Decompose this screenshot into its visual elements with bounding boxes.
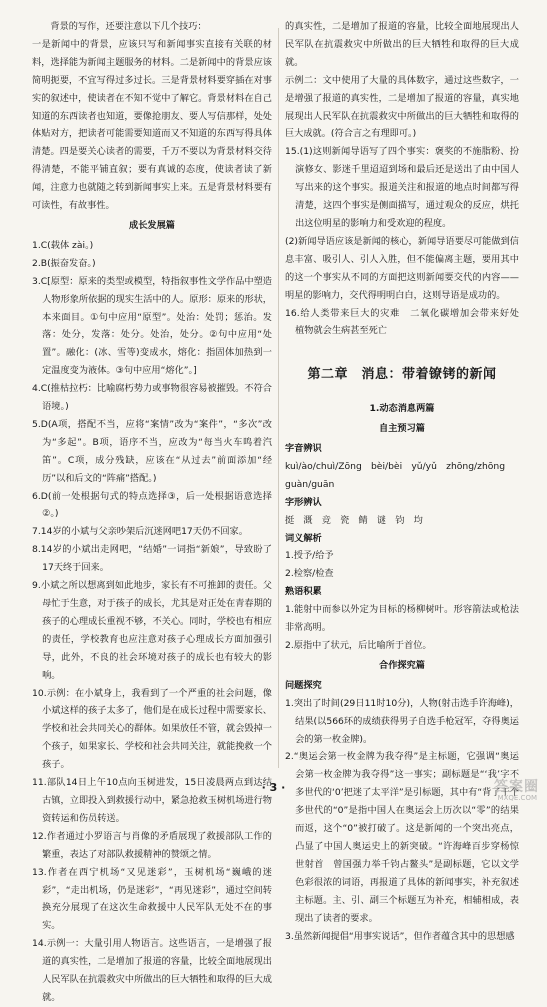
answer-paragraph: 9.小斌之所以想离到如此地步，家长有不可推卸的责任。父母忙于生意，对于孩子的成长，尤其是对正处在青春期的孩子的心理成长重视不够，不关心。同时，学校也有相应的责任，学校教育也应注意对孩子心理成长方面加强引导，此外，不良的社会环境对孩子的成长也有较大的影响。 (32, 580, 272, 681)
section-title: 成长发展篇 (129, 219, 175, 231)
answer-paragraph: 挺 溉 竞 瓷 鲭 谜 钧 均 (285, 514, 423, 526)
answer-paragraph: 2.检察/检查 (285, 568, 334, 580)
answer-paragraph: 的真实性，二是增加了报道的容量，比较全面地展现出人民军队在抗震救灾中所做出的巨大牺牲和取得的巨大成就。 (285, 21, 519, 68)
answer-paragraph: 15.(1)这则新闻导语写了四个事实：褒奖的不施脂粉、扮演修女、影迷千里迢迢到场和最后还是送出了由中国人写出来的这个事实。报道关注和报道的地点时间都写得清楚，这四个事实是侧面描写，通过观众的反应，烘托出这位明星的影响力和受欢迎的程度。 (285, 146, 519, 229)
subsection-heading: 字音辨识 (285, 443, 322, 455)
answer-paragraph: 14.示例一：大量引用人物语言。这些语言，一是增强了报道的真实性，二是增加了报道的容量，比较全面地展现出人民军队在抗震救灾中所做出的巨大牺牲和取得的巨大成就。 (32, 938, 272, 1003)
section-title: 1.动态消息两篇 (369, 403, 435, 415)
answer-paragraph: guàn/guān (285, 478, 335, 490)
chapter-heading: 第二章 消息：带着镣铐的新闻 (307, 367, 497, 383)
watermark-url: MXQE.COM (497, 794, 537, 802)
left-column (32, 18, 272, 1007)
answer-paragraph: 16.给人类带来巨大的灾难 二氧化碳增加会带来好处 植物就会生病甚至死亡 (285, 307, 529, 337)
answer-paragraph: 13.作者在西宁机场“又见迷彩”，玉树机场“巍峨的迷彩”，“走出机场，仍是迷彩”，“再见迷彩”，通过空间转换充分展现了在这次生命救援中人民军队无处不在的事实。 (32, 866, 272, 932)
answer-paragraph: kuì/ào/chuì/Zōng bèi/bèi yǔ/yǔ zhōng/zhōng (285, 460, 506, 472)
right-column (285, 18, 529, 945)
column-divider (278, 28, 279, 768)
answer-paragraph: 背景的写作，还要注意以下几个技巧： (50, 21, 207, 32)
answer-paragraph: (2)新闻导语应该是新闻的核心，新闻导语要尽可能做到信息丰富、吸引人、引人入胜，但不能偏离主题，要用其中的这一个事实从不同的方面把这则新闻要交代的内容——明星的影响力，交代得明明白白，这则导语是成功的。 (285, 235, 519, 301)
subsection-heading: 字形辨认 (285, 496, 322, 508)
answer-paragraph: 11.部队14日上午10点向玉树进发，15日凌晨两点到达结古镇，立即投入到救援行动中，紧急抢救玉树机场进行物资转运和伤员转送。 (32, 777, 272, 824)
answer-paragraph: 10.示例：在小斌身上，我看到了一个严重的社会问题，像小斌这样的孩子太多了，他们是在成长过程中需要家长、学校和社会共同关心的群体。如果放任不管，就会毁掉一个孩子，如果家长、学校和社会共同关注，就能挽救一个孩子。 (32, 687, 272, 771)
answer-paragraph: 示例二：文中使用了大量的具体数字，通过这些数字，一是增强了报道的真实性，二是增加了报道的容量，真实地展现出人民军队在抗震救灾中所做出的巨大牺牲和取得的巨大成就。(符合言之有理即可。) (285, 74, 519, 140)
watermark-logo: 答案圈 (494, 779, 539, 795)
page-number: · 3 · (261, 781, 286, 794)
answer-paragraph: 4.C(推枯拉朽：比喻腐朽势力或事物很容易被摧毁。不符合语境。) (32, 383, 272, 413)
section-title: 合作探究篇 (379, 659, 425, 671)
answer-paragraph: 1.能射中而参以外定为目标的杨柳树叶。形容箭法或枪法非常高明。 (285, 604, 519, 634)
answer-paragraph: 2.“奥运会第一枚金牌为我夺得”是主标题，它强调“奥运会第一枚金牌为我夺得”这一事实；副标题是“‘我’字不多世代的‘0’把迷了太平洋”是引标题，其中有“背了干个多世代的“0”是指中国人在奥运会上历次以“零”的结果而返，这个“0”被打破了。这是新闻的一个突出亮点，凸显了中国人奥运史上的新突破。“许海峰百步穿杨惊世射首 曾国强力举千钧占鳌头”是副标题，它以文学色彩很浓的词语，再报道了具体的新闻事实，补充叙述主标题。主、引、副三个标题互为补充，相辅相成，表现出了读者的要求。 (285, 751, 519, 924)
answer-paragraph: 1.突出了时间(29日11时10分)，人物(射击选手许海峰)，结果(以566环的成绩获得男子自选手枪冠军，夺得奥运会的第一枚金牌)。 (285, 697, 519, 745)
answer-paragraph: 1.C(载体 zài。) (32, 239, 94, 251)
answer-paragraph: 8.14岁的小斌出走网吧，“结婚”一词指“新娘”，导致盼了17天终于回来。 (32, 544, 272, 574)
subsection-heading: 熟语积累 (285, 586, 322, 598)
answer-paragraph: 一是新闻中的背景，应该只写和新闻事实直接有关联的材料，选择能为新闻主题服务的材料。二是新闻中的背景应该简明扼要，不宜写得过多过长。三是背景材料要穿插在对事实的叙述中，使读者在不知不觉中了解它。背景材料在自己知道的东西读者也知道，要像抢朋友、要人写信那样，处处体贴对方，把读者可能需要知道而又不知道的东西写得具体清楚。四是要关心读者的需要，千万不要以为背景材料交待得清楚，不能平铺直叙；要有真诚的态度，使读者读了新闻，注意力也就随之转到新闻事实上来。五是背景材料要有可读性，有故事性。 (32, 38, 272, 212)
answer-paragraph: 7.14岁的小斌与父亲吵架后沉迷网吧17天仍不回家。 (32, 526, 248, 538)
answer-paragraph: 3.C[原型：原来的类型或模型，特指叙事性文学作品中塑造人物形象所依据的现实生活中的人。原形：原来的形状，本来面目。①句中应用“原型”。处治：处罚；惩治。发落：处分，发落：处分。处治，处分。②句中应用“处置”。融化：(冰、雪等)变成水，熔化：指固体加热到一定温度变为液体。③句中应用“熔化”。] (32, 275, 272, 377)
answer-paragraph: 1.授予/给予 (285, 550, 334, 562)
answer-paragraph: 2.B(振奋发奋。) (32, 257, 96, 269)
answer-paragraph: 2.原指中了状元，后比喻所于首位。 (285, 640, 432, 651)
section-title: 自主预习篇 (379, 423, 425, 435)
subsection-heading: 问题探究 (285, 679, 322, 691)
answer-paragraph: 5.D(A项，搭配不当，应将“案情”改为“案件”，“多次”改为“多起”。B项，语序不当，应改为“每当火车鸣着汽笛”。C项，成分残缺，应该在“从过去”前面添加“经历”以和后文的“阵痛”搭配。) (32, 418, 272, 484)
answer-paragraph: 6.D(前一处根据句式的特点选择③，后一处根据语意选择②。) (32, 490, 272, 520)
subsection-heading: 词义解析 (285, 532, 322, 544)
answer-paragraph: 3.虽然新闻提倡“用事实说话”，但作者蕴含其中的思想感 (285, 930, 515, 942)
answer-paragraph: 12.作者通过小罗语言与肖像的矛盾展现了救援部队工作的繁重，表达了对部队救援精神的赞颂之情。 (32, 830, 272, 860)
